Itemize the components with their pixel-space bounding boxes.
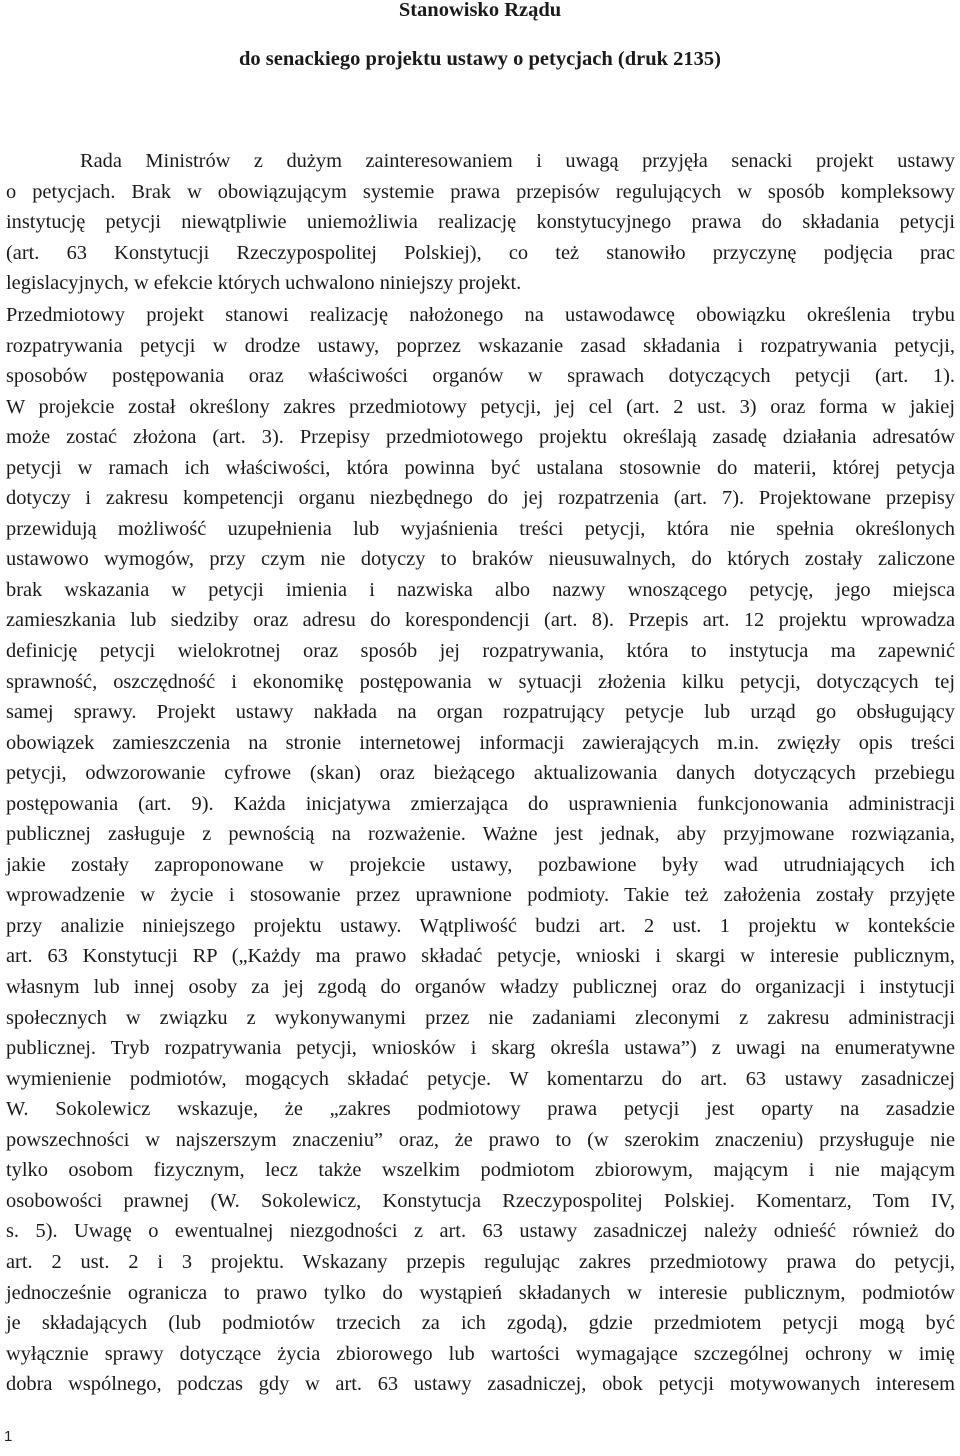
text-line: publicznej. Tryb rozpatrywania petycji, wniosków i skarg określa ustawa”) z uwagi na enumeratywne — [6, 1037, 955, 1060]
text-line: publicznej zasługuje z pewnością na rozważenie. Ważne jest jednak, aby przyjmowane rozwiązania, — [6, 823, 955, 846]
text-line: osobowości prawnej (W. Sokolewicz, Konstytucja Rzeczypospolitej Polskiej. Komentarz, Tom IV, — [6, 1189, 955, 1212]
page-number: 1 — [4, 1428, 13, 1445]
text-line: W. Sokolewicz wskazuje, że „zakres podmiotowy prawa petycji jest oparty na zasadzie — [6, 1098, 955, 1121]
text-line: postępowania (art. 9). Każda inicjatywa zmierzająca do usprawnienia funkcjonowania administracji — [6, 792, 955, 815]
text-line: s. 5). Uwagę o ewentualnej niezgodności z art. 63 ustawy zasadniczej należy odnieść również do — [6, 1220, 955, 1243]
text-line: o petycjach. Brak w obowiązującym systemie prawa przepisów regulujących w sposób kompleksowy — [6, 180, 955, 203]
text-line: legislacyjnych, w efekcie których uchwalono niniejszy projekt. — [6, 272, 522, 295]
text-line: Przedmiotowy projekt stanowi realizację nałożonego na ustawodawcę obowiązku określenia trybu — [6, 304, 955, 326]
document-subtitle: do senackiego projektu ustawy o petycjach (druk 2135) — [239, 48, 721, 70]
text-line: dotyczy i zakresu kompetencji organu niezbędnego do jej rozpatrzenia (art. 7). Projektowane przepisy — [6, 487, 955, 510]
text-line: własnym lub innej osoby za jej zgodą do organów władzy publicznej oraz do organizacji i instytucji — [6, 976, 955, 999]
text-line: art. 63 Konstytucji RP („Każdy ma prawo składać petycje, wnioski i skargi w interesie publicznym, — [6, 945, 955, 968]
text-line: Rada Ministrów z dużym zainteresowaniem i uwagą przyjęła senacki projekt ustawy — [80, 150, 955, 172]
text-line: wprowadzenie w życie i stosowanie przez uprawnione podmioty. Takie też założenia zostały przyjęte — [6, 884, 955, 907]
text-line: petycji w ramach ich właściwości, która powinna być ustalana stosownie do materii, której petycja — [6, 456, 955, 479]
text-line: (art. 63 Konstytucji Rzeczypospolitej Polskiej), co też stanowiło przyczynę podjęcia prac — [6, 241, 955, 264]
text-line: sposobów postępowania oraz właściwości organów w sprawach dotyczących petycji (art. 1). — [6, 365, 955, 388]
text-line: instytucję petycji niewątpliwie uniemożliwia realizację konstytucyjnego prawa do składania petycji — [6, 211, 955, 234]
text-line: wymienienie podmiotów, mogących składać petycje. W komentarzu do art. 63 ustawy zasadniczej — [6, 1067, 955, 1090]
text-line: wyłącznie sprawy dotyczące życia zbiorowego lub wartości wymagające szczególnej ochrony w imię — [6, 1342, 955, 1365]
text-line: przy analizie niniejszego projektu ustawy. Wątpliwość budzi art. 2 ust. 1 projektu w kontekście — [6, 914, 955, 937]
text-line: społecznych w związku z wykonywanymi przez nie zadaniami zleconymi z zakresu administracji — [6, 1006, 955, 1029]
text-line: jednocześnie ogranicza to prawo tylko do wystąpień składanych w interesie publicznym, podmiotów — [6, 1281, 955, 1304]
paragraph-intro — [6, 146, 955, 299]
text-line: rozpatrywania petycji w drodze ustawy, poprzez wskazanie zasad składania i rozpatrywania petycji, — [6, 334, 955, 357]
text-line: brak wskazania w petycji imienia i nazwiska albo nazwy wnoszącego petycję, jego miejsca — [6, 578, 955, 601]
text-line: obowiązek zamieszczenia na stronie internetowej informacji zawierających m.in. zwięzły opis treści — [6, 731, 955, 754]
text-line: petycji, odwzorowanie cyfrowe (skan) oraz bieżącego aktualizowania danych dotyczących przebiegu — [6, 762, 955, 785]
text-line: dobra wspólnego, podczas gdy w art. 63 ustawy zasadniczej, obok petycji motywowanych interesem — [6, 1373, 955, 1396]
text-line: sprawność, oszczędność i ekonomikę postępowania w sytuacji złożenia kilku petycji, dotyczących tej — [6, 670, 955, 693]
text-line: przewidują możliwość uzupełnienia lub wyjaśnienia treści petycji, która nie spełnia określonych — [6, 517, 955, 540]
paragraph-analysis — [6, 300, 955, 1400]
text-line: ustawowo wymogów, przy czym nie dotyczy to braków nieusuwalnych, do których zostały zaliczone — [6, 548, 955, 571]
document-title: Stanowisko Rządu — [398, 0, 562, 21]
text-line: powszechności w najszerszym znaczeniu” oraz, że prawo to (w szerokim znaczeniu) przysługuje nie — [6, 1128, 955, 1151]
text-line: zamieszkania lub siedziby oraz adresu do korespondencji (art. 8). Przepis art. 12 projektu wprowadza — [6, 609, 955, 632]
text-line: samej sprawy. Projekt ustawy nakłada na organ rozpatrujący petycje lub urząd go obsługujący — [6, 701, 955, 724]
text-line: art. 2 ust. 2 i 3 projektu. Wskazany przepis regulując zakres przedmiotowy prawa do petycji, — [6, 1250, 955, 1273]
text-line: definicję petycji wielokrotnej oraz sposób jej rozpatrywania, która to instytucja ma zapewnić — [6, 640, 955, 663]
text-line: W projekcie został określony zakres przedmiotowy petycji, jej cel (art. 2 ust. 3) oraz forma w jakiej — [6, 395, 955, 418]
text-line: je składających (lub podmiotów trzecich za ich zgodą), gdzie przedmiotem petycji mogą być — [6, 1312, 955, 1335]
text-line: może zostać złożona (art. 3). Przepisy przedmiotowego projektu określają zasadę działania adresatów — [6, 426, 955, 449]
text-line: jakie zostały zaproponowane w projekcie ustawy, pozbawione były wad utrudniających ich — [6, 853, 955, 876]
text-line: tylko osobom fizycznym, lecz także wszelkim podmiotom zbiorowym, mającym i nie mającym — [6, 1159, 955, 1182]
